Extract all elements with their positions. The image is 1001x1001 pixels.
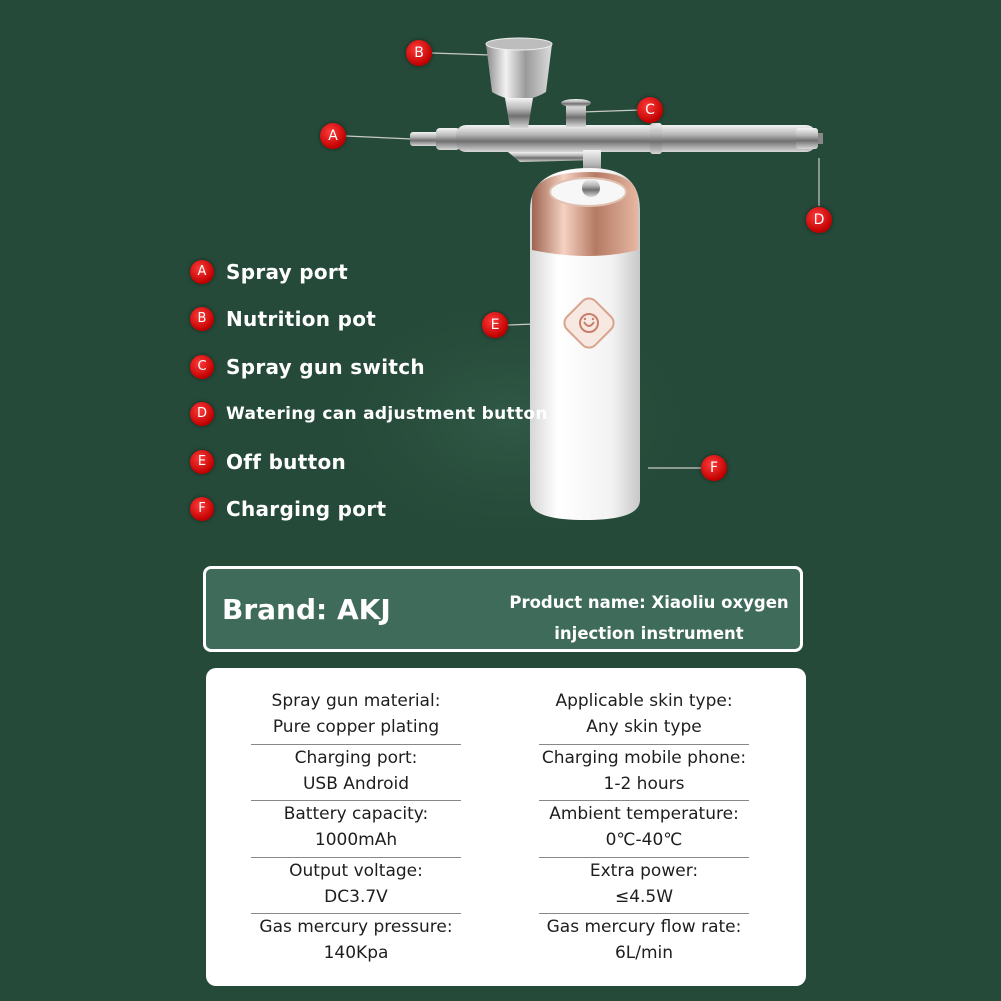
spec-value: 1000mAh: [314, 830, 398, 850]
spec-label: Extra power:: [589, 860, 699, 881]
spec-item: [251, 688, 461, 745]
spec-column-right: [539, 688, 749, 971]
spec-value: 140Kpa: [323, 943, 389, 963]
spec-label: Charging port:: [294, 747, 418, 768]
product-name-line: Product name: Xiaoliu oxygen: [509, 593, 789, 612]
spec-item: [539, 801, 749, 858]
spec-item: [251, 801, 461, 858]
legend-badge: E: [190, 450, 214, 474]
spec-value: Pure copper plating: [272, 717, 440, 737]
spec-label: Charging mobile phone:: [541, 747, 747, 768]
legend-label: Charging port: [226, 497, 387, 522]
spec-value: Any skin type: [586, 717, 702, 737]
legend-badge: C: [190, 355, 214, 379]
legend-label: Off button: [226, 449, 347, 474]
parts-legend: [190, 248, 548, 533]
legend-item: [190, 296, 548, 344]
badge-e: E: [482, 312, 508, 338]
spec-item: [251, 858, 461, 915]
product-name: [504, 587, 794, 649]
badge-d: D: [806, 207, 832, 233]
badge-a: A: [320, 123, 346, 149]
spec-column-left: [251, 688, 461, 971]
spec-item: [539, 745, 749, 802]
legend-badge: B: [190, 307, 214, 331]
legend-item: [190, 343, 548, 391]
legend-item: [190, 486, 548, 534]
badge-c: C: [637, 97, 663, 123]
spec-item: [251, 914, 461, 971]
spec-item: [539, 858, 749, 915]
brand-title: Brand: AKJ: [222, 593, 391, 626]
legend-badge: F: [190, 497, 214, 521]
brand-box: [203, 566, 803, 652]
spec-label: Output voltage:: [289, 860, 423, 881]
spec-label: Applicable skin type:: [555, 691, 733, 711]
spec-label: Gas mercury flow rate:: [546, 917, 742, 937]
spec-value: 0℃-40℃: [605, 830, 683, 850]
spray-gun: [410, 38, 823, 190]
spec-value: 6L/min: [614, 943, 674, 963]
legend-item: [190, 391, 548, 439]
legend-badge: A: [190, 260, 214, 284]
spec-label: Ambient temperature:: [549, 804, 739, 824]
legend-label: Spray port: [226, 259, 348, 284]
spec-item: [539, 914, 749, 971]
legend-label: Nutrition pot: [226, 307, 377, 332]
legend-item: [190, 438, 548, 486]
legend-badge: D: [190, 402, 214, 426]
spec-item: [251, 745, 461, 802]
legend-label: Watering can adjustment button: [226, 404, 548, 425]
spec-item: [539, 688, 749, 745]
product-name-line: injection instrument: [554, 624, 744, 643]
spec-value: DC3.7V: [324, 886, 388, 907]
spec-label: Spray gun material:: [271, 691, 441, 711]
spec-panel: [206, 668, 806, 986]
spec-label: Gas mercury pressure:: [259, 917, 453, 937]
spec-label: Battery capacity:: [283, 804, 429, 824]
legend-label: Spray gun switch: [226, 354, 425, 379]
legend-item: [190, 248, 548, 296]
spec-value: 1-2 hours: [603, 773, 685, 794]
badge-f: F: [701, 455, 727, 481]
spec-value: ≤4.5W: [614, 886, 674, 907]
spec-value: USB Android: [302, 773, 410, 794]
badge-b: B: [406, 40, 432, 66]
